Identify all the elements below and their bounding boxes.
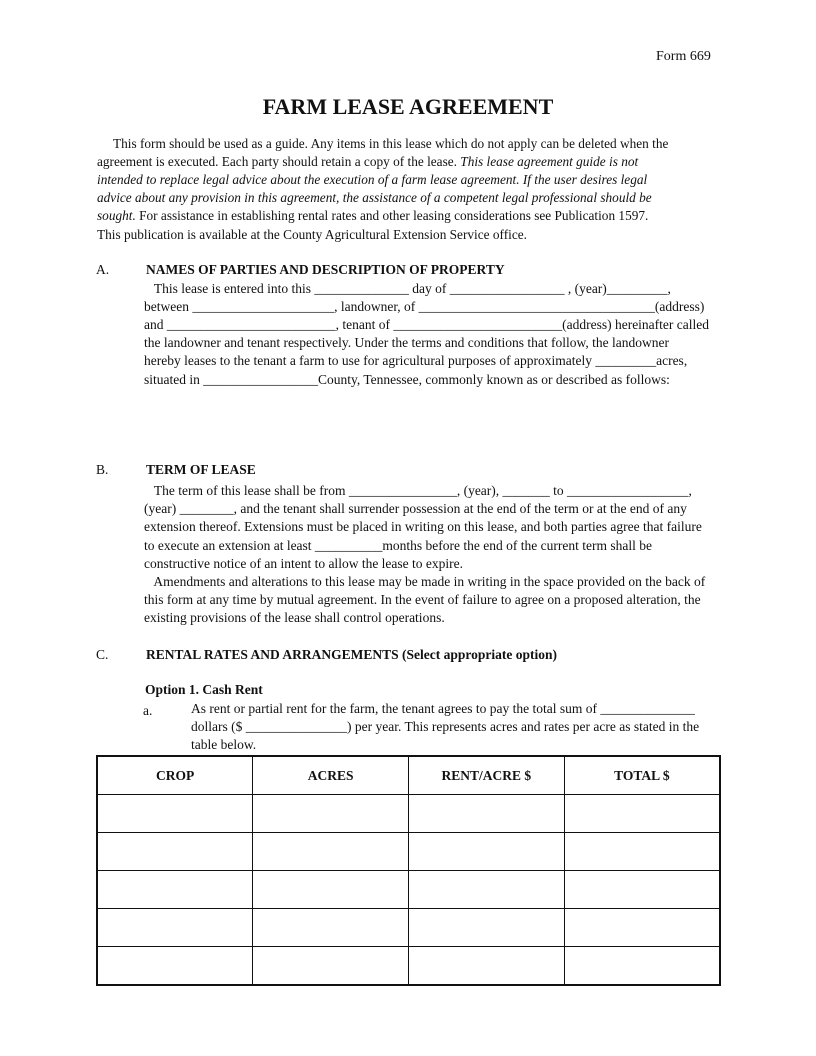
- section-a-line: between _____________________, landowner, of ___________________________________(address): [144, 299, 705, 314]
- sub-item-a-line: table below.: [191, 737, 257, 752]
- total-cell[interactable]: [564, 795, 720, 833]
- sub-item-a-line: dollars ($ _______________) per year. This represents acres and rates per acre as stated in the: [191, 719, 700, 734]
- section-a-line: hereby leases to the tenant a farm to use for agricultural purposes of approximately _________acres,: [144, 353, 688, 368]
- intro-line-6: This publication is available at the County Agricultural Extension Service office.: [97, 227, 527, 242]
- section-a-heading: NAMES OF PARTIES AND DESCRIPTION OF PROPERTY: [146, 262, 505, 277]
- section-a-line: situated in _________________County, Tennessee, commonly known as or described as follows:: [144, 372, 670, 387]
- total-cell[interactable]: [564, 871, 720, 909]
- section-b-line: extension thereof. Extensions must be placed in writing on this lease, and both parties agree that failure: [144, 519, 702, 534]
- section-a-line: the landowner and tenant respectively. Under the terms and conditions that follow, the landowner: [144, 335, 669, 350]
- intro-line-2: [97, 153, 747, 171]
- table-row: [97, 871, 720, 909]
- intro-line-3: intended to replace legal advice about the execution of a farm lease agreement. If the user desires legal: [97, 172, 648, 187]
- section-b-heading: TERM OF LEASE: [146, 462, 256, 477]
- intro-line-5-italic: sought.: [97, 208, 136, 223]
- form-number: Form 669: [656, 49, 711, 64]
- sub-item-a-label: a.: [143, 703, 153, 718]
- crop-cell[interactable]: [97, 833, 253, 871]
- option-1-heading: Option 1. Cash Rent: [145, 682, 263, 697]
- table-row: [97, 795, 720, 833]
- intro-line-5-text: For assistance in establishing rental rates and other leasing considerations see Publication 1597.: [135, 208, 649, 223]
- intro-line-4: advice about any provision in this agreement, the assistance of a competent legal professional should be: [97, 190, 652, 205]
- section-c-heading: RENTAL RATES AND ARRANGEMENTS (Select appropriate option): [146, 647, 558, 662]
- column-header-acres: ACRES: [253, 756, 409, 795]
- table-row: [97, 833, 720, 871]
- table-row: [97, 947, 720, 986]
- rent-per-acre-cell[interactable]: [409, 795, 565, 833]
- intro-line-5: [97, 207, 747, 225]
- column-header-total: TOTAL $: [564, 756, 720, 795]
- table-header-row: [97, 756, 720, 795]
- section-a-line: and _________________________, tenant of _________________________(address) hereinafter called: [144, 317, 710, 332]
- column-header-crop: CROP: [97, 756, 253, 795]
- acres-cell[interactable]: [253, 795, 409, 833]
- rent-per-acre-cell[interactable]: [409, 833, 565, 871]
- column-header-rent-per-acre: RENT/ACRE $: [409, 756, 565, 795]
- total-cell[interactable]: [564, 947, 720, 986]
- section-b-line: The term of this lease shall be from ________________, (year), _______ to __________________,: [144, 483, 692, 498]
- sub-item-a-line: As rent or partial rent for the farm, the tenant agrees to pay the total sum of ______________: [191, 701, 695, 716]
- crop-cell[interactable]: [97, 871, 253, 909]
- cash-rent-table: [96, 755, 721, 986]
- section-b-line: this form at any time by mutual agreement. In the event of failure to agree on a proposed alteration, the: [144, 592, 701, 607]
- crop-cell[interactable]: [97, 947, 253, 986]
- rent-per-acre-cell[interactable]: [409, 947, 565, 986]
- section-b-line: constructive notice of an intent to allow the lease to expire.: [144, 556, 464, 571]
- acres-cell[interactable]: [253, 871, 409, 909]
- rent-per-acre-cell[interactable]: [409, 871, 565, 909]
- section-a-letter: A.: [96, 262, 110, 277]
- acres-cell[interactable]: [253, 909, 409, 947]
- section-b-letter: B.: [96, 462, 109, 477]
- crop-cell[interactable]: [97, 909, 253, 947]
- section-b-line: existing provisions of the lease shall control operations.: [144, 610, 445, 625]
- acres-cell[interactable]: [253, 833, 409, 871]
- acres-cell[interactable]: [253, 947, 409, 986]
- rent-per-acre-cell[interactable]: [409, 909, 565, 947]
- total-cell[interactable]: [564, 909, 720, 947]
- section-b-line: (year) ________, and the tenant shall surrender possession at the end of the term or at the end of any: [144, 501, 687, 516]
- section-a-line: This lease is entered into this ______________ day of _________________ , (year)_________,: [144, 281, 671, 296]
- table-row: [97, 909, 720, 947]
- intro-line-1: This form should be used as a guide. Any items in this lease which do not apply can be deleted when the: [113, 136, 669, 151]
- section-c-letter: C.: [96, 647, 109, 662]
- page-title: FARM LEASE AGREEMENT: [262, 94, 554, 119]
- section-b-line: to execute an extension at least __________months before the end of the current term shall be: [144, 538, 652, 553]
- section-b-line: Amendments and alterations to this lease may be made in writing in the space provided on the back of: [144, 574, 706, 589]
- crop-cell[interactable]: [97, 795, 253, 833]
- intro-line-2-italic: This lease agreement guide is not: [460, 154, 639, 169]
- intro-line-2-text: agreement is executed. Each party should retain a copy of the lease.: [97, 154, 461, 169]
- total-cell[interactable]: [564, 833, 720, 871]
